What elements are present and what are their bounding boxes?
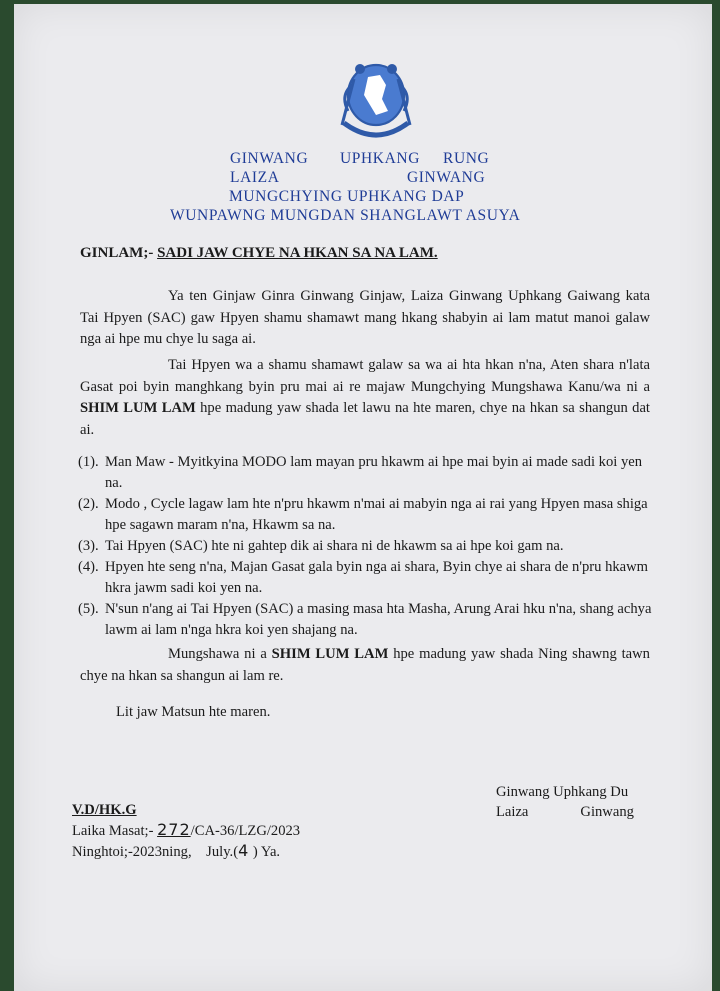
paragraph-3-text-a: Mungshawa ni a bbox=[168, 646, 272, 662]
letter-number-label: Laika Masat;- bbox=[72, 823, 158, 839]
list-item bbox=[78, 599, 652, 641]
paragraph-2-text-c: hpe madung yaw shada let lawu na hte maren, chye na hkan sa shangun dat ai. bbox=[80, 400, 650, 438]
paragraph-1 bbox=[80, 286, 650, 351]
header-line1-mid: UPHKANG bbox=[340, 150, 420, 167]
paragraph-4 bbox=[80, 702, 650, 724]
list-item bbox=[78, 494, 652, 536]
letter-number-handwritten: 272 bbox=[157, 820, 191, 839]
subject-label: GINLAM;- bbox=[80, 245, 154, 261]
reference-code: V.D/HK.G bbox=[72, 802, 137, 818]
paragraph-2-emphasis: SHIM LUM LAM bbox=[80, 400, 196, 416]
header-line1-left: GINWANG bbox=[230, 150, 309, 167]
list-item-number: (1). bbox=[78, 454, 99, 470]
list-item-text: N'sun n'ang ai Tai Hpyen (SAC) a masing masa hta Masha, Arung Arai hku n'na, shang achya lawm ai lam n'nga hkra koi yen shajang na. bbox=[105, 601, 652, 638]
subject-text: SADI JAW CHYE NA HKAN SA NA LAM. bbox=[157, 245, 438, 261]
letter-number-rest: /CA-36/LZG/2023 bbox=[190, 823, 301, 839]
paragraph-2-text-a: Tai Hpyen wa a shamu shamawt galaw sa wa ai hta hkan n'na, Aten shara n'lata Gasat poi byin manghkang byin pru mai ai re majaw Mungchying Mungshawa Kanu/wa ni a bbox=[80, 357, 650, 395]
paragraph-2 bbox=[80, 355, 650, 441]
subject-line bbox=[80, 245, 438, 262]
signature-title: Ginwang Uphkang Du bbox=[496, 784, 629, 800]
header-line1-right: RUNG bbox=[443, 150, 490, 167]
instruction-list bbox=[78, 452, 652, 641]
letter-date-label: Ninghtoi;-2023ning, July.( bbox=[72, 844, 239, 860]
list-item-text: Man Maw - Myitkyina MODO lam mayan pru hkawm ai hpe mai byin ai made sadi koi yen na. bbox=[105, 454, 643, 491]
letter-date-handwritten: 4 bbox=[238, 841, 250, 860]
header-line2-right: GINWANG bbox=[407, 169, 486, 186]
letter-date-rest: ) Ya. bbox=[249, 844, 281, 860]
signature-location bbox=[496, 802, 634, 822]
letter-date bbox=[72, 841, 300, 862]
list-item bbox=[78, 557, 652, 599]
header-line4: WUNPAWNG MUNGDAN SHANGLAWT ASUYA bbox=[170, 207, 521, 224]
header-line3: MUNGCHYING UPHKANG DAP bbox=[229, 188, 465, 205]
letter-number bbox=[72, 820, 300, 841]
reference-block bbox=[72, 800, 300, 862]
signature-location-right: Ginwang bbox=[580, 804, 634, 820]
signature-block bbox=[496, 782, 634, 822]
list-item-number: (5). bbox=[78, 601, 99, 617]
kachin-emblem-icon bbox=[330, 55, 422, 147]
list-item-text: Modo , Cycle lagaw lam hte n'pru hkawm n'mai ai mabyin nga ai rai yang Hpyen masa shiga hpe sagawn maram n'na, Hkawm sa na. bbox=[105, 496, 648, 533]
list-item bbox=[78, 452, 652, 494]
paragraph-1-text: Ya ten Ginjaw Ginra Ginwang Ginjaw, Laiza Ginwang Uphkang Gaiwang kata Tai Hpyen (SAC) gaw Hpyen shamu shamawt mang hkang shabyin ai lam matut manoi galaw nga ai hpe mu chye lu saga ai. bbox=[80, 288, 650, 347]
list-item-number: (4). bbox=[78, 559, 99, 575]
list-item-number: (3). bbox=[78, 538, 99, 554]
list-item bbox=[78, 536, 652, 557]
paragraph-3 bbox=[80, 644, 650, 687]
paragraph-3-text-c: hpe madung yaw shada Ning shawng tawn chye na hkan sa shangun ai lam re. bbox=[80, 646, 650, 684]
paragraph-3-emphasis: SHIM LUM LAM bbox=[271, 646, 389, 662]
header-line2-left: LAIZA bbox=[230, 169, 280, 186]
list-item-text: Tai Hpyen (SAC) hte ni gahtep dik ai shara ni de hkawm sa ai hpe koi gam na. bbox=[105, 538, 564, 554]
paragraph-4-text: Lit jaw Matsun hte maren. bbox=[116, 704, 271, 720]
list-item-number: (2). bbox=[78, 496, 99, 512]
list-item-text: Hpyen hte seng n'na, Majan Gasat gala byin nga ai shara, Byin chye ai shara de n'pru hkawm hkra jawm sadi koi yen na. bbox=[105, 559, 649, 596]
signature-location-left: Laiza bbox=[496, 804, 529, 820]
